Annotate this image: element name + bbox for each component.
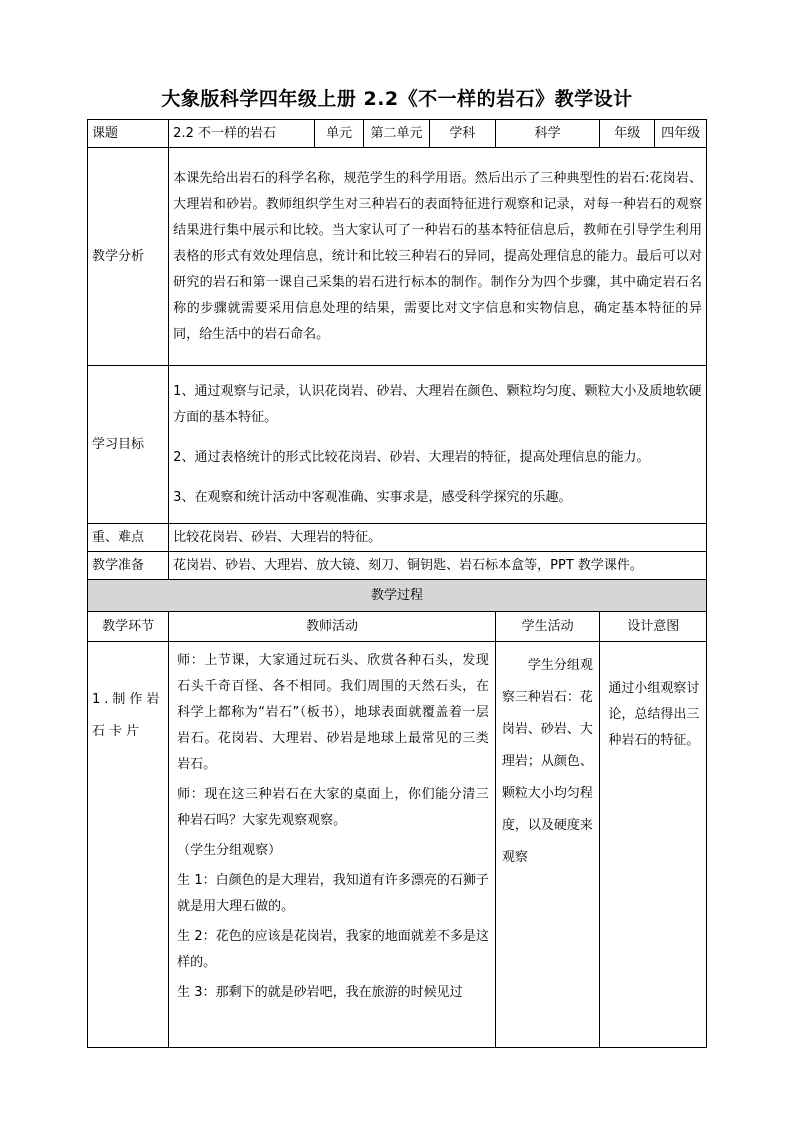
segment-label: 1.制作岩石卡片 xyxy=(88,642,169,1048)
design-intent: 通过小组观察讨论，总结得出三种岩石的特征。 xyxy=(600,642,707,1048)
preparation-row xyxy=(88,552,707,580)
process-row xyxy=(88,642,707,1048)
goal-item: 1、通过观察与记录，认识花岗岩、砂岩、大理岩在颜色、颗粒均匀度、颗粒大小及质地软硬方面的基本特征。 xyxy=(173,383,702,425)
teacher-paragraph: 生 2：花色的应该是花岗岩，我家的地面就差不多是这样的。 xyxy=(177,929,489,970)
goals-list xyxy=(169,366,707,524)
column-header: 设计意图 xyxy=(600,612,707,642)
process-heading-row xyxy=(88,580,707,612)
lesson-value: 2.2 不一样的岩石 xyxy=(169,120,315,148)
goal-item: 3、在观察和统计活动中客观准确、实事求是，感受科学探究的乐趣。 xyxy=(173,489,572,505)
lesson-label: 课题 xyxy=(88,120,169,148)
header-row xyxy=(88,120,707,148)
teacher-paragraph: 师：上节课，大家通过玩石头、欣赏各种石头，发现石头千奇百怪、各不相同。我们周围的天然石头，在科学上都称为“岩石”（板书），地球表面就覆盖着一层岩石。花岗岩、大理岩、砂岩是地球上最常见的三类岩石。 xyxy=(177,653,489,772)
key-points-label: 重、难点 xyxy=(88,524,169,552)
process-columns-row xyxy=(88,612,707,642)
subject-label: 学科 xyxy=(429,120,495,148)
goals-label: 学习目标 xyxy=(88,366,169,524)
preparation-text: 花岗岩、砂岩、大理岩、放大镜、刻刀、铜钥匙、岩石标本盒等，PPT 教学课件。 xyxy=(169,552,707,580)
grade-value: 四年级 xyxy=(655,120,707,148)
process-heading: 教学过程 xyxy=(88,580,707,612)
column-header: 学生活动 xyxy=(495,612,600,642)
teacher-activity xyxy=(169,642,496,1048)
key-points-row xyxy=(88,524,707,552)
analysis-text: 本课先给出岩石的科学名称，规范学生的科学用语。然后出示了三种典型性的岩石:花岗岩、大理岩和砂岩。教师组织学生对三种岩石的表面特征进行观察和记录，对每一种岩石的观察结果进行集中展示和比较。当大家认可了一种岩石的基本特征信息后，教师在引导学生利用表格的形式有效处理信息，统计和比较三种岩石的异同，提高处理信息的能力。最后可以对研究的岩石和第一课自己采集的岩石进行标本的制作。制作分为四个步骤，其中确定岩石名称的步骤就需要采用信息处理的结果，需要比对文字信息和实物信息，确定基本特征的异同，给生活中的岩石命名。 xyxy=(169,148,707,366)
preparation-label: 教学准备 xyxy=(88,552,169,580)
analysis-row xyxy=(88,148,707,366)
unit-label: 单元 xyxy=(315,120,364,148)
goals-row xyxy=(88,366,707,524)
lesson-plan-table xyxy=(87,119,707,1048)
analysis-label: 教学分析 xyxy=(88,148,169,366)
grade-label: 年级 xyxy=(600,120,655,148)
column-header: 教师活动 xyxy=(169,612,496,642)
subject-value: 科学 xyxy=(495,120,600,148)
goal-item: 2、通过表格统计的形式比较花岗岩、砂岩、大理岩的特征，提高处理信息的能力。 xyxy=(173,449,650,465)
teacher-paragraph: 生 1：白颜色的是大理岩，我知道有许多漂亮的石狮子就是用大理石做的。 xyxy=(177,873,489,914)
student-activity: 学生分组观察三种岩石：花岗岩、砂岩、大理岩；从颜色、颗粒大小均匀程度，以及硬度来观察 xyxy=(495,642,600,1048)
teacher-paragraph: 师：现在这三种岩石在大家的桌面上，你们能分清三种岩石吗？大家先观察观察。 xyxy=(177,787,489,828)
teacher-paragraph: 生 3：那剩下的就是砂岩吧，我在旅游的时候见过 xyxy=(177,985,463,1000)
column-header: 教学环节 xyxy=(88,612,169,642)
unit-value: 第二单元 xyxy=(363,120,429,148)
teacher-paragraph: （学生分组观察） xyxy=(177,843,282,858)
page-title: 大象版科学四年级上册 2.2《不一样的岩石》教学设计 xyxy=(161,88,633,110)
key-points-text: 比较花岗岩、砂岩、大理岩的特征。 xyxy=(169,524,707,552)
